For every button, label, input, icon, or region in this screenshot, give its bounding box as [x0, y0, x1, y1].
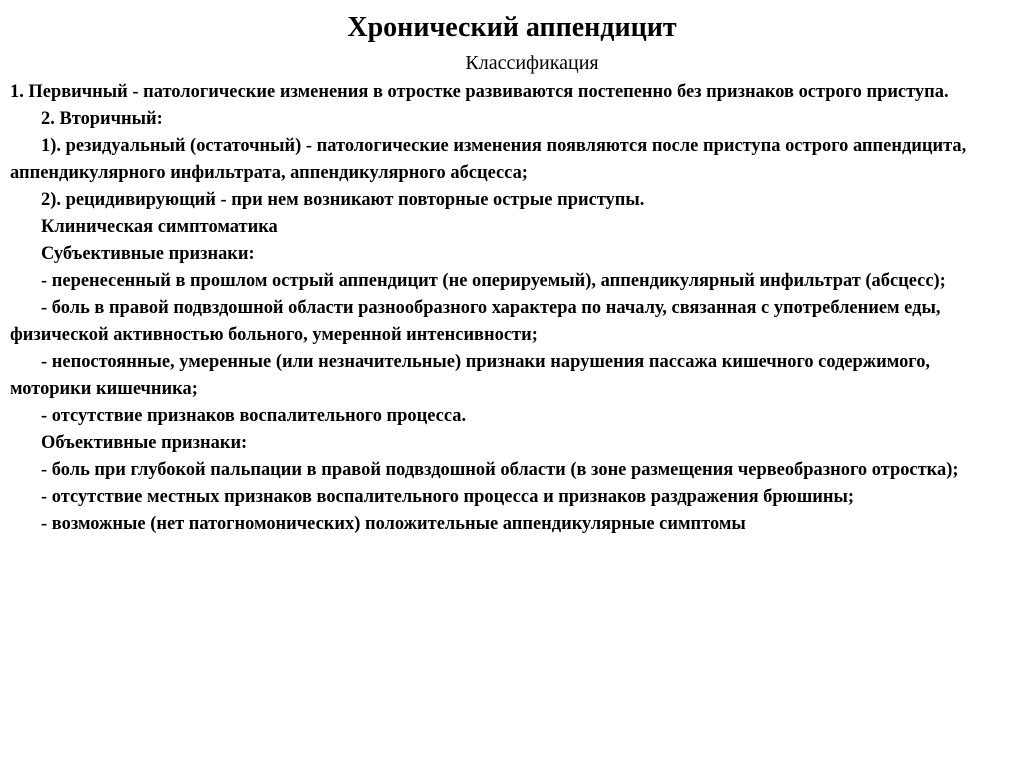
list-item: - боль при глубокой пальпации в правой подвздошной области (в зоне размещения червеобразного отростка); — [41, 459, 959, 480]
list-item: - боль в правой подвздошной области разнообразного характера по началу, связанная с употреблением еды, физической активностью больного, умеренной интенсивности; — [10, 297, 941, 345]
page-title: Хронический аппендицит — [347, 12, 677, 43]
heading-clinical-symptoms: Клиническая симптоматика — [41, 216, 278, 237]
heading-subjective-signs: Субъективные признаки: — [41, 243, 255, 264]
page-subtitle: Классификация — [465, 52, 599, 74]
paragraph-primary: 1. Первичный - патологические изменения в отростке развиваются постепенно без признаков острого приступа. — [10, 81, 949, 102]
document-body — [10, 78, 980, 537]
heading-objective-signs: Объективные признаки: — [41, 432, 248, 453]
list-item: - возможные (нет патогномонических) положительные аппендикулярные симптомы — [41, 513, 746, 534]
paragraph-recurrent: 2). рецидивирующий - при нем возникают повторные острые приступы. — [41, 189, 645, 210]
list-item: - перенесенный в прошлом острый аппендицит (не оперируемый), аппендикулярный инфильтрат (абсцесс); — [41, 270, 946, 291]
list-item: - отсутствие признаков воспалительного процесса. — [41, 405, 467, 426]
list-item: - отсутствие местных признаков воспалительного процесса и признаков раздражения брюшины; — [41, 486, 855, 507]
list-item: - непостоянные, умеренные (или незначительные) признаки нарушения пассажа кишечного содержимого, моторики кишечника; — [10, 351, 931, 399]
paragraph-secondary: 2. Вторичный: — [41, 108, 163, 129]
paragraph-residual: 1). резидуальный (остаточный) - патологические изменения появляются после приступа острого аппендицита, аппендикулярного инфильтрата, аппендикулярного абсцесса; — [10, 135, 967, 183]
